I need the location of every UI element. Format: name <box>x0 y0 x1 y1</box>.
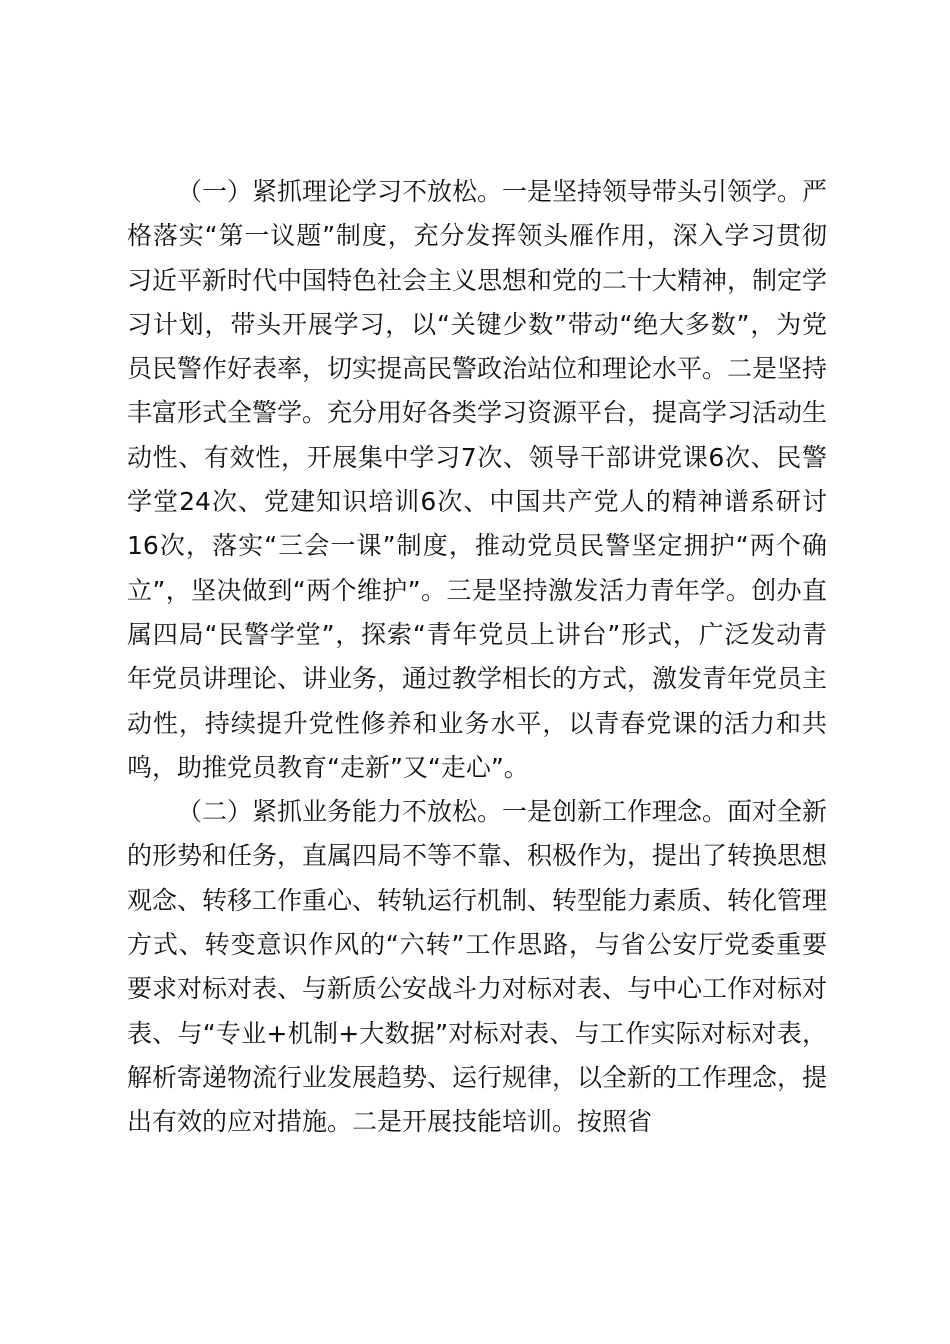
paragraph-business-ability: （二）紧抓业务能力不放松。一是创新工作理念。面对全新的形势和任务，直属四局不等不靠、积极作为，提出了转换思想观念、转移工作重心、转轨运行机制、转型能力素质、转化管理方式、转变意识作风的“六转”工作思路，与省公安厅党委重要要求对标对表、与新质公安战斗力对标对表、与中心工作对标对表、与“专业+机制+大数据”对标对表、与工作实际对标对表，解析寄递物流行业发展趋势、运行规律，以全新的工作理念，提出有效的应对措施。二是开展技能培训。按照省 <box>127 797 828 1137</box>
document-body <box>127 170 827 1145</box>
paragraph-theory-study: （一）紧抓理论学习不放松。一是坚持领导带头引领学。严格落实“第一议题”制度，充分发挥领头雁作用，深入学习贯彻习近平新时代中国特色社会主义思想和党的二十大精神，制定学习计划，带头开展学习，以“关键少数”带动“绝大多数”，为党员民警作好表率，切实提高民警政治站位和理论水平。二是坚持丰富形式全警学。充分用好各类学习资源平台，提高学习活动生动性、有效性，开展集中学习7次、领导干部讲党课6次、民警学堂24次、党建知识培训6次、中国共产党人的精神谱系研讨16次，落实“三会一课”制度，推动党员民警坚定拥护“两个确立”，坚决做到“两个维护”。三是坚持激发活力青年学。创办直属四局“民警学堂”，探索“青年党员上讲台”形式，广泛发动青年党员讲理论、讲业务，通过教学相长的方式，激发青年党员主动性，持续提升党性修养和业务水平，以青春党课的活力和共鸣，助推党员教育“走新”又“走心”。 <box>127 177 828 782</box>
